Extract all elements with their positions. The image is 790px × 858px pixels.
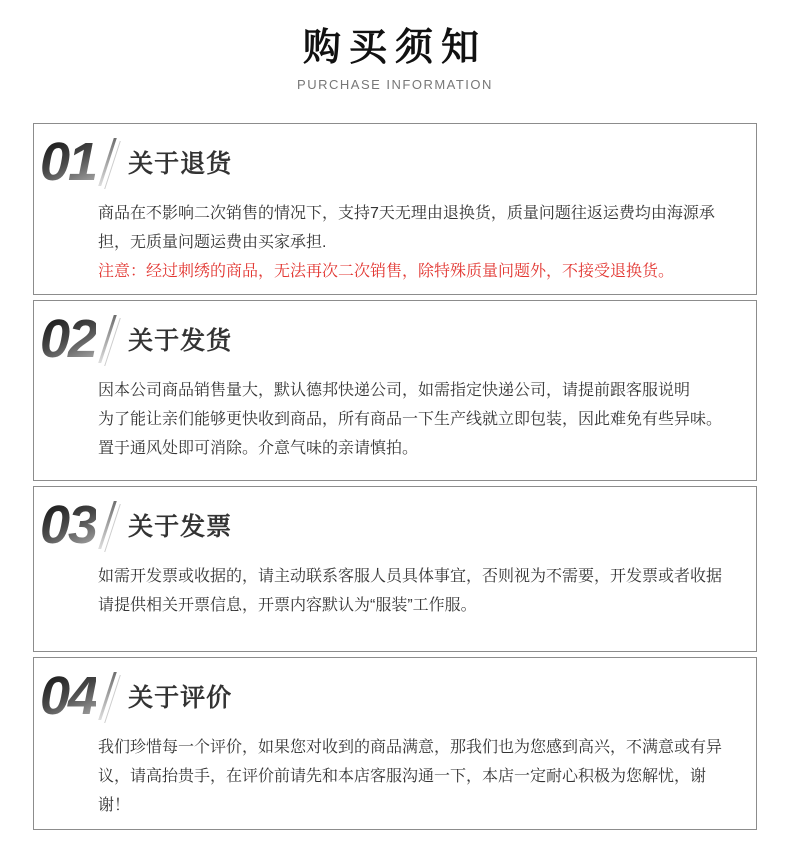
section-number: 01	[40, 131, 97, 192]
section-returns	[33, 123, 757, 295]
slash-divider-icon	[98, 315, 116, 363]
slash-divider-icon	[98, 672, 116, 720]
slash-divider-icon	[98, 138, 116, 186]
body-paragraph: 我们珍惜每一个评价，如果您对收到的商品满意，那我们也为您感到高兴，不满意或有异议，请高抬贵手，在评价前请先和本店客服沟通一下，本店一定耐心积极为您解忧，谢谢！	[98, 739, 723, 814]
section-shipping	[33, 300, 757, 481]
section-returns-body	[98, 199, 728, 286]
section-invoice-heading-row	[34, 494, 756, 555]
body-paragraph: 为了能让亲们能够更快收到商品，所有商品一下生产线就立即包装，因此难免有些异味。置于通风处即可消除。介意气味的亲请慎拍。	[98, 411, 723, 457]
page-title: 购买须知	[302, 27, 487, 69]
section-review-body	[98, 733, 728, 820]
section-review	[33, 657, 757, 830]
body-paragraph: 如需开发票或收据的，请主动联系客服人员具体事宜，否则视为不需要，开发票或者收据请提供相关开票信息，开票内容默认为“服装”工作服。	[98, 568, 723, 614]
section-invoice-body	[98, 562, 728, 620]
section-shipping-body	[98, 376, 728, 463]
section-title: 关于发货	[128, 327, 233, 355]
section-returns-heading-row	[34, 131, 756, 192]
section-review-heading-row	[34, 665, 756, 726]
section-shipping-heading-row	[34, 308, 756, 369]
section-number: 04	[40, 665, 97, 726]
body-paragraph: 因本公司商品销售量大，默认德邦快递公司，如需指定快递公司，请提前跟客服说明	[98, 382, 691, 399]
section-title: 关于评价	[128, 684, 233, 712]
section-number: 02	[40, 308, 97, 369]
section-title: 关于发票	[128, 513, 233, 541]
body-paragraph: 商品在不影响二次销售的情况下，支持7天无理由退换货，质量问题往返运费均由海源承担，无质量问题运费由买家承担.	[98, 205, 715, 251]
notice-box-list	[33, 123, 757, 835]
slash-divider-icon	[98, 501, 116, 549]
section-title: 关于退货	[128, 150, 233, 178]
section-number: 03	[40, 494, 97, 555]
page-header	[0, 0, 790, 92]
page-subtitle: PURCHASE INFORMATION	[297, 76, 493, 92]
section-invoice	[33, 486, 757, 652]
warning-note: 注意：经过刺绣的商品，无法再次二次销售，除特殊质量问题外，不接受退换货。	[98, 263, 675, 280]
